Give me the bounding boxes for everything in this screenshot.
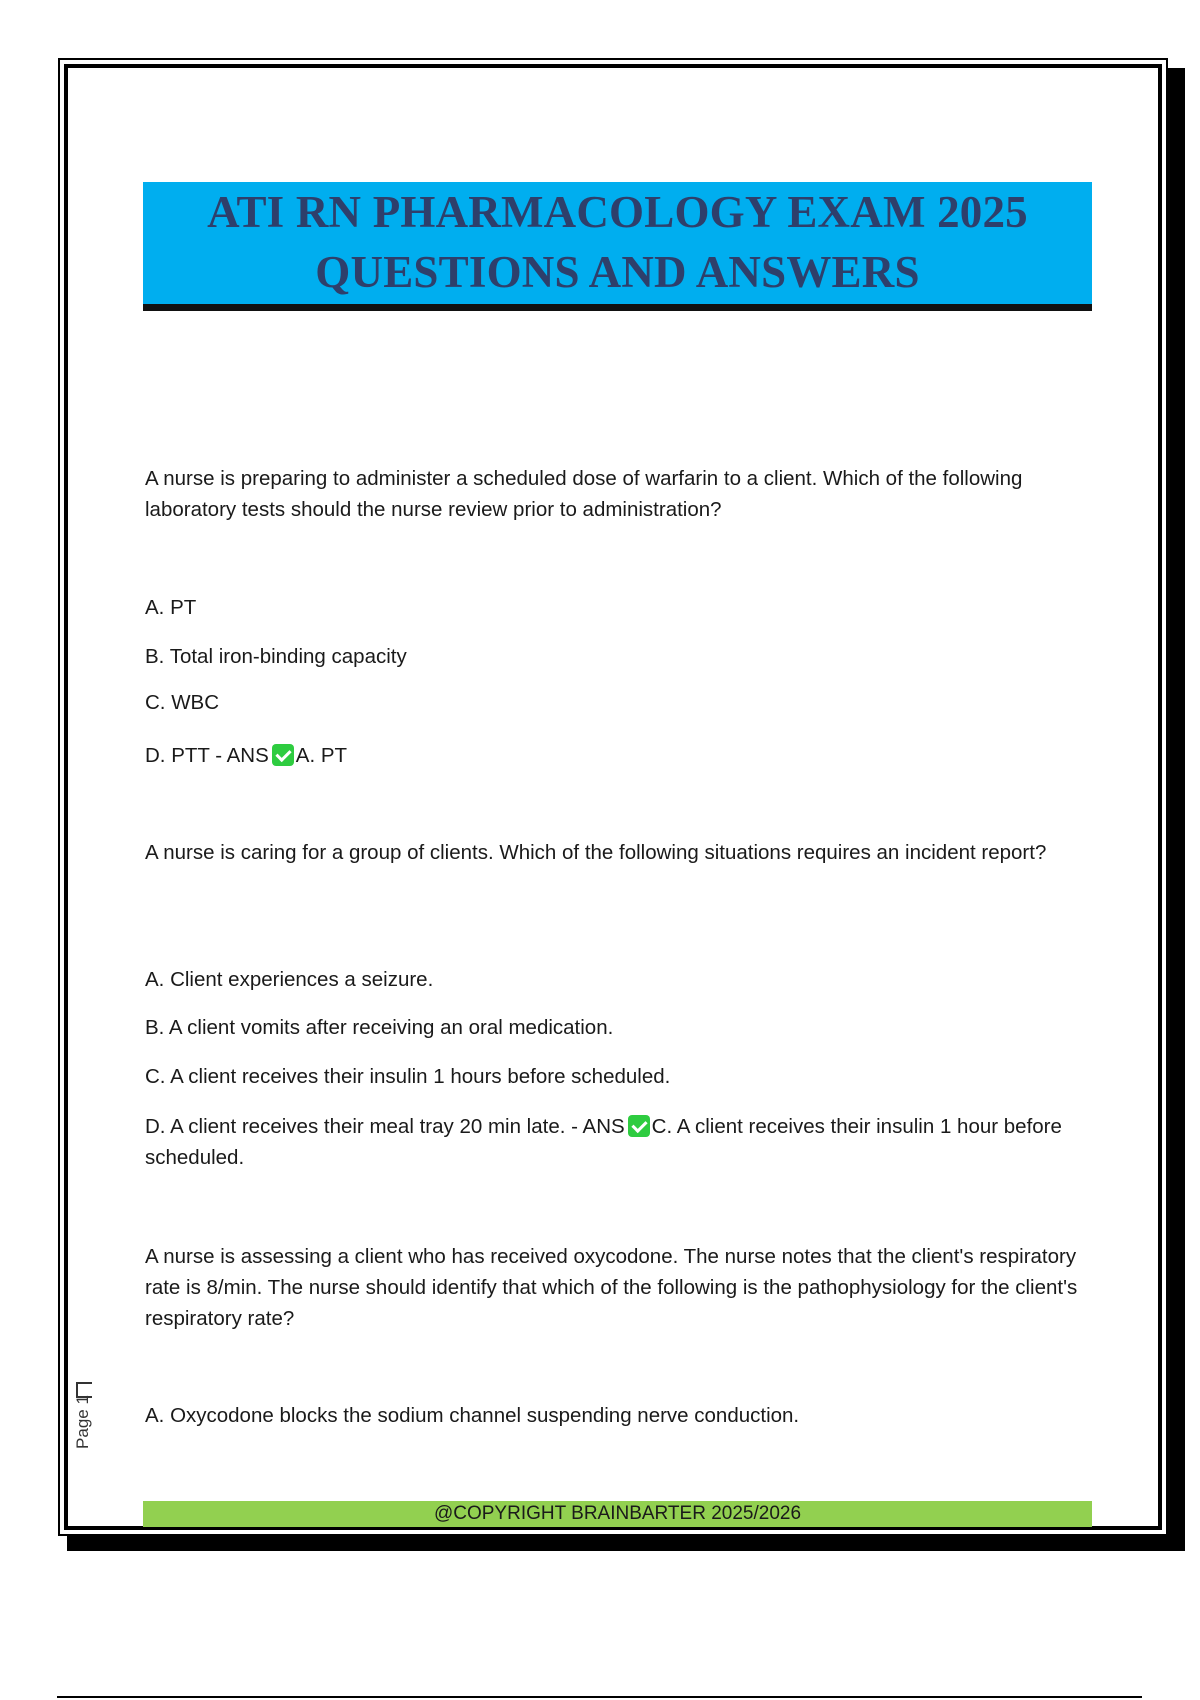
check-mark-icon <box>628 1115 650 1137</box>
question-1-option-d <box>145 740 1085 771</box>
page-label-text <box>73 1395 93 1449</box>
question-2-option-d <box>145 1111 1085 1173</box>
bottom-rule <box>57 1696 1142 1698</box>
question-2-text: A nurse is caring for a group of clients. Which of the following situations requires an incident report? <box>145 841 1047 864</box>
question-2-option-c: C. A client receives their insulin 1 hours before scheduled. <box>145 1065 671 1088</box>
question-1-option-d-label: D. PTT - ANS <box>145 744 269 767</box>
title-line-2: QUESTIONS AND ANSWERS <box>315 247 920 297</box>
title-banner <box>143 182 1092 311</box>
check-mark-icon <box>272 744 294 766</box>
page-label-word: Page <box>72 1409 92 1449</box>
question-3-option-a: A. Oxycodone blocks the sodium channel suspending nerve conduction. <box>145 1404 800 1427</box>
copyright-footer: @COPYRIGHT BRAINBARTER 2025/2026 <box>143 1501 1092 1527</box>
question-2-answer: C. A client receives their insulin 1 hour before scheduled. <box>145 1115 1062 1169</box>
question-1-option-c: C. WBC <box>145 691 220 714</box>
question-2-option-a: A. Client experiences a seizure. <box>145 968 434 991</box>
question-3-text: A nurse is assessing a client who has received oxycodone. The nurse notes that the client's respiratory rate is 8/min. The nurse should identify that which of the following is the pathophysiology for the client's respiratory rate? <box>145 1245 1078 1330</box>
question-2-option-d-label: D. A client receives their meal tray 20 min late. - ANS <box>145 1115 625 1138</box>
question-2-option-b: B. A client vomits after receiving an oral medication. <box>145 1016 614 1039</box>
question-1-option-a: A. PT <box>145 596 197 619</box>
page-number-label <box>62 1388 102 1448</box>
question-1-option-b: B. Total iron-binding capacity <box>145 645 407 668</box>
title-line-1: ATI RN PHARMACOLOGY EXAM 2025 <box>207 187 1028 237</box>
page-number: 1 <box>72 1395 92 1405</box>
question-1-text: A nurse is preparing to administer a scheduled dose of warfarin to a client. Which of the following laboratory tests should the nurse review prior to administration? <box>145 467 1023 521</box>
question-1-answer: A. PT <box>295 744 348 767</box>
